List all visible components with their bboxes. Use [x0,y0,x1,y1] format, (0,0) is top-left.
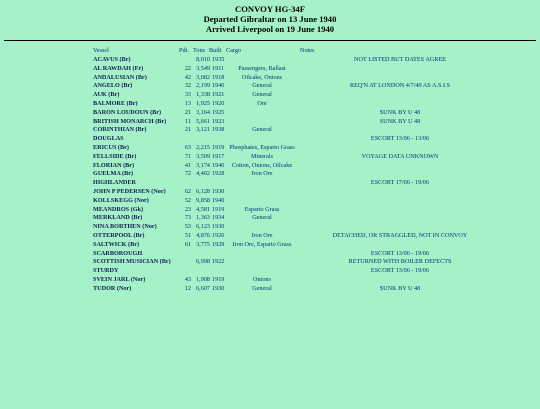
table-row [0,276,540,285]
cell-tons: 5,661 [196,117,210,125]
cell-vessel: KOLLSKEGG (Nor) [93,196,149,204]
cell-vessel: STURDY [93,267,119,275]
cell-built: 1911 [212,64,225,72]
cell-built: 1940 [212,196,225,204]
cell-built: 1919 [212,275,225,283]
cell-vessel: MEANDROS (Gk) [93,205,144,213]
cell-tons: 3,174 [196,161,210,169]
cell-tons: 3,549 [196,64,210,72]
header-built: Built [209,47,222,54]
cell-notes: ESCORT 13/06 - 19/06 [370,267,430,275]
table-row [0,223,540,232]
cell-vessel: OTTERPOOL (Br) [93,231,145,239]
table-row [0,82,540,91]
cell-pdt: 33 [184,91,191,99]
cell-tons: 8,010 [196,56,210,63]
cell-pdt: 32 [184,82,191,90]
cell-tons: 2,215 [196,143,210,151]
cell-built: 1920 [212,99,225,107]
header-divider [4,40,536,41]
table-row [0,65,540,74]
table-row [0,126,540,135]
cell-vessel: CORINTHIAN (Br) [93,126,147,134]
cell-cargo: General [252,82,272,90]
cell-pdt: 21 [184,108,191,116]
cell-vessel: BALMORE (Br) [93,99,138,107]
cell-cargo: General [252,91,272,99]
cell-built: 1938 [212,126,225,134]
cell-pdt: 12 [184,284,191,292]
cell-vessel: FLORIAN (Br) [93,161,135,169]
cell-cargo: Onions [253,275,271,283]
cell-vessel: GUELMA (Br) [93,170,134,178]
cell-tons: 4,876 [196,231,210,239]
cell-pdt: 43 [184,275,191,283]
cell-pdt: 63 [184,143,191,151]
cell-built: 1940 [212,82,225,90]
cell-tons: 6,128 [196,187,210,195]
cell-tons: 3,121 [196,126,210,134]
cell-vessel: SALTWICK (Br) [93,240,140,248]
table-row [0,285,540,294]
cell-vessel: DOUGLAS [93,135,124,143]
cell-vessel: BRITISH MONARCH (Br) [93,117,167,125]
cell-notes: ESCORT 13/06 - 19/06 [370,249,430,257]
cell-built: 1925 [212,108,225,116]
cell-tons: 3,164 [196,108,210,116]
cell-built: 1921 [212,91,225,99]
cell-pdt: 23 [184,205,191,213]
page-header [0,4,540,34]
table-row [0,135,540,144]
cell-vessel: HIGHLANDER [93,179,136,187]
cell-notes: REQ'N AT LONDON 4/7/40 AS A.S.I.S [349,82,450,90]
cell-notes: SUNK BY U 48 [379,108,421,116]
cell-vessel: SCARBOROUGH [93,249,143,257]
cell-tons: 6,123 [196,223,210,231]
cell-tons: 6,998 [196,258,210,266]
cell-cargo: Phosphates, Esparto Grass [229,143,295,151]
table-row [0,206,540,215]
cell-tons: 1,338 [196,91,210,99]
cell-pdt: 53 [184,223,191,231]
table-row [0,162,540,171]
table-row [0,214,540,223]
cell-cargo: General [252,126,272,134]
table-row [0,232,540,241]
cell-built: 1940 [212,161,225,169]
table-row [0,153,540,162]
cell-pdt: 61 [184,240,191,248]
departure-line: Departed Gibraltar on 13 June 1940 [203,14,337,24]
cell-pdt: 73 [184,214,191,222]
cell-notes: NOT LISTED BUT DATES AGREE [354,56,446,63]
cell-pdt: 72 [184,170,191,178]
cell-cargo: Oilcake, Onions [241,73,283,81]
table-row [0,109,540,118]
cell-vessel: BARON LOUDOUN (Br) [93,108,162,116]
cell-cargo: General [252,284,272,292]
cell-pdt: 71 [184,152,191,160]
table-row [0,144,540,153]
cell-built: 1930 [212,284,225,292]
cell-pdt: 42 [184,73,191,81]
cell-cargo: Cotton, Onions, Oilcake [231,161,293,169]
cell-built: 1922 [212,258,225,266]
cell-cargo: Iron Ore, Esparto Grass [232,240,292,248]
cell-tons: 1,908 [196,275,210,283]
cell-built: 1935 [212,56,225,63]
cell-pdt: 22 [184,64,191,72]
table-row [0,241,540,250]
cell-tons: 2,199 [196,82,210,90]
table-row [0,188,540,197]
header-tons: Tons [193,47,205,54]
cell-built: 1926 [212,231,225,239]
cell-built: 1934 [212,214,225,222]
cell-built: 1930 [212,187,225,195]
arrival-line: Arrived Liverpool on 19 June 1940 [205,24,335,34]
cell-notes: ESCORT 17/06 - 19/06 [370,179,430,187]
table-row [0,56,540,65]
header-cargo: Cargo [226,47,242,54]
cell-vessel: ERICUS (Br) [93,143,129,151]
cell-vessel: SCOTTISH MUSICIAN (Br) [93,258,171,266]
cell-pdt: 41 [184,161,191,169]
cell-built: 1917 [212,152,225,160]
table-row [0,91,540,100]
cell-tons: 3,509 [196,152,210,160]
cell-cargo: Iron Ore [251,170,273,178]
cell-built: 1930 [212,223,225,231]
cell-cargo: Ore [257,99,267,107]
cell-tons: 1,363 [196,214,210,222]
cell-cargo: General [252,214,272,222]
cell-tons: 6,607 [196,284,210,292]
table-row [0,100,540,109]
cell-vessel: TUDOR (Nor) [93,284,132,292]
cell-cargo: Iron Ore [251,231,273,239]
cell-notes: RETURNED WITH BOILER DEFECTS [348,258,452,266]
cell-cargo: Minerals [251,152,273,160]
cell-vessel: ANGELO (Br) [93,82,133,90]
cell-tons: 4,581 [196,205,210,213]
cell-vessel: MERKLAND (Br) [93,214,143,222]
cell-vessel: JOHN P PEDERSEN (Nor) [93,187,166,195]
table-row [0,250,540,259]
header-pdt: Pdt. [179,47,189,54]
convoy-title: CONVOY HG-34F [235,4,305,14]
cell-tons: 1,925 [196,99,210,107]
cell-built: 1923 [212,117,225,125]
cell-notes: VOYAGE DATA UNKNOWN [361,152,439,160]
table-row [0,118,540,127]
cell-pdt: 21 [184,126,191,134]
cell-cargo: Esparto Grass [244,205,280,213]
cell-tons: 3,082 [196,73,210,81]
cell-notes: SUNK BY U 48 [379,284,421,292]
vessel-list [0,56,540,294]
cell-cargo: Passengers, Ballast [238,64,286,72]
header-notes: Notes [300,47,315,54]
table-row [0,267,540,276]
cell-built: 1929 [212,240,225,248]
table-row [0,258,540,267]
cell-built: 1919 [212,143,225,151]
cell-tons: 3,775 [196,240,210,248]
cell-pdt: 13 [184,99,191,107]
table-row [0,170,540,179]
cell-pdt: 62 [184,187,191,195]
cell-tons: 9,858 [196,196,210,204]
cell-vessel: NINA BORTHEN (Nor) [93,223,157,231]
cell-pdt: 51 [184,231,191,239]
cell-vessel: ANDALUSIAN (Br) [93,73,147,81]
cell-vessel: AUK (Br) [93,91,120,99]
cell-vessel: AL RAWDAH (Fr) [93,64,144,72]
cell-notes: DETACHED, OR STRAGGLED, NOT IN CONVOY [332,231,468,239]
header-vessel: Vessel [93,47,109,54]
cell-pdt: 11 [185,117,191,125]
cell-vessel: FELLSIDE (Br) [93,152,137,160]
cell-built: 1918 [212,73,225,81]
table-row [0,179,540,188]
cell-vessel: SVEIN JARL (Nor) [93,275,146,283]
cell-notes: SUNK BY U 48 [379,117,421,125]
cell-built: 1928 [212,170,225,178]
table-row [0,197,540,206]
table-row [0,74,540,83]
cell-pdt: 52 [184,196,191,204]
cell-vessel: ACAVUS (Br) [93,56,131,63]
cell-notes: ESCORT 13/06 - 13/06 [370,135,430,143]
cell-built: 1919 [212,205,225,213]
cell-tons: 4,402 [196,170,210,178]
